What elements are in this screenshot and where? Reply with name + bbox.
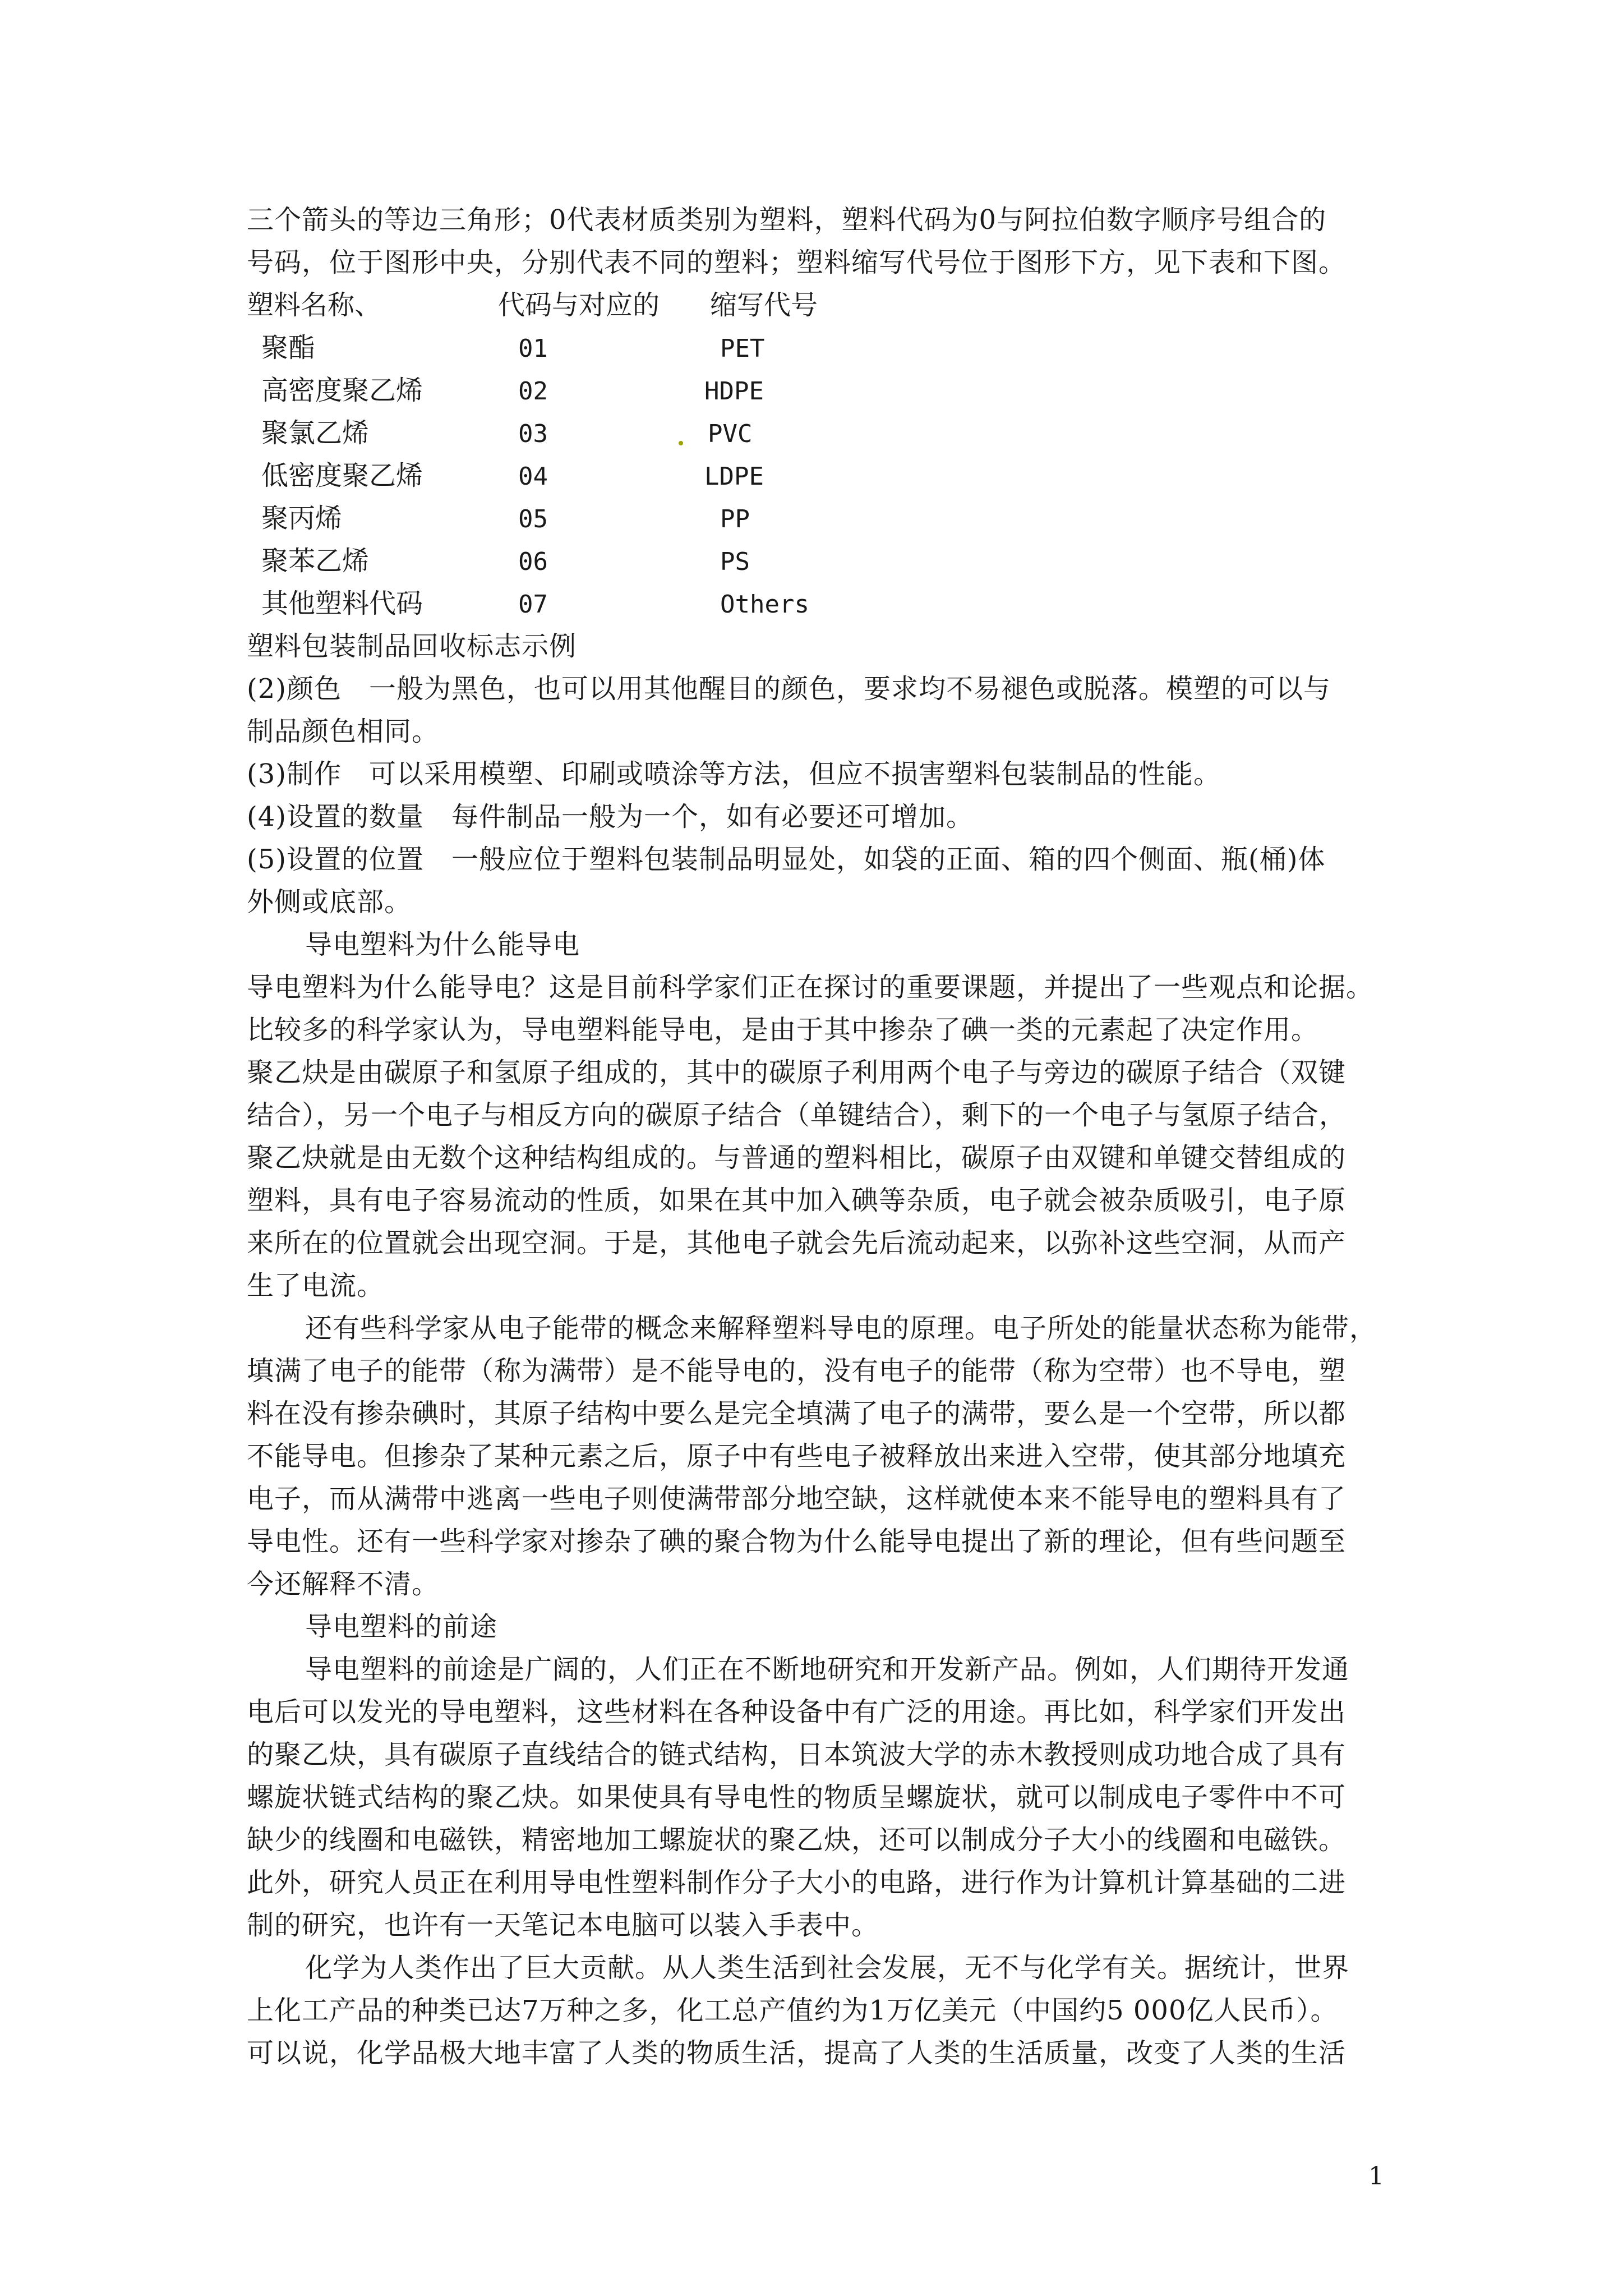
paragraph-line: 生了电流。: [247, 1270, 385, 1301]
table-row-code: 05: [518, 505, 548, 533]
table-row-name: 聚苯乙烯: [261, 545, 370, 577]
paragraph-line: 电子，而从满带中逃离一些电子则使满带部分地空缺，这样就使本来不能导电的塑料具有了: [247, 1483, 1347, 1515]
table-row-abbr: PVC: [708, 420, 753, 448]
paragraph-line: 导电塑料的前途是广阔的，人们正在不断地研究和开发新产品。例如，人们期待开发通: [305, 1654, 1350, 1685]
caption-line: 塑料包装制品回收标志示例: [247, 631, 577, 662]
paragraph-line: 此外，研究人员正在利用导电性塑料制作分子大小的电路，进行作为计算机计算基础的二进: [247, 1867, 1347, 1898]
paragraph-line: 比较多的科学家认为，导电塑料能导电，是由于其中掺杂了碘一类的元素起了决定作用。: [247, 1014, 1319, 1046]
table-row-code: 07: [518, 590, 548, 619]
paragraph-line: 来所在的位置就会出现空洞。于是，其他电子就会先后流动起来，以弥补这些空洞，从而产: [247, 1227, 1347, 1259]
table-row-abbr: LDPE: [704, 462, 764, 491]
table-header-name: 塑料名称、: [247, 289, 382, 321]
table-header-abbr: 缩写代号: [710, 289, 818, 321]
paragraph-line: 的聚乙炔，具有碳原子直线结合的链式结构，日本筑波大学的赤木教授则成功地合成了具有: [247, 1739, 1347, 1770]
paragraph-line: 导电塑料为什么能导电？这是目前科学家们正在探讨的重要课题，并提出了一些观点和论据。: [247, 972, 1374, 1003]
body-line: (5)设置的位置 一般应位于塑料包装制品明显处，如袋的正面、箱的四个侧面、瓶(桶)体: [247, 844, 1326, 875]
body-line: 制品颜色相同。: [247, 716, 440, 747]
table-header-code: 代码与对应的: [498, 289, 660, 321]
paragraph-line: 导电性。还有一些科学家对掺杂了碘的聚合物为什么能导电提出了新的理论，但有些问题至: [247, 1526, 1347, 1557]
page-number: 1: [1368, 2162, 1384, 2191]
table-row-abbr: Others: [720, 590, 809, 619]
table-row-name: 其他塑料代码: [261, 588, 423, 619]
body-line: (3)制作 可以采用模塑、印刷或喷涂等方法，但应不损害塑料包装制品的性能。: [247, 758, 1221, 790]
body-line: 外侧或底部。: [247, 886, 412, 918]
paragraph-line: 塑料，具有电子容易流动的性质，如果在其中加入碘等杂质，电子就会被杂质吸引，电子原: [247, 1185, 1347, 1216]
paragraph-line: 料在没有掺杂碘时，其原子结构中要么是完全填满了电子的满带，要么是一个空带，所以都: [247, 1398, 1347, 1429]
paragraph-line: 上化工产品的种类已达7万种之多，化工总产值约为1万亿美元（中国约5 000亿人民币）。: [247, 1995, 1338, 2026]
table-row-name: 低密度聚乙烯: [261, 460, 423, 491]
paragraph-line: 可以说，化学品极大地丰富了人类的物质生活，提高了人类的生活质量，改变了人类的生活: [247, 2037, 1347, 2069]
table-row-abbr: PP: [720, 505, 750, 533]
body-line: (2)颜色 一般为黑色，也可以用其他醒目的颜色，要求均不易褪色或脱落。模塑的可以与: [247, 673, 1331, 705]
table-row-code: 02: [518, 377, 548, 406]
paragraph-line: 电后可以发光的导电塑料，这些材料在各种设备中有广泛的用途。再比如，科学家们开发出: [247, 1696, 1347, 1728]
table-row-code: 04: [518, 462, 548, 491]
paragraph-line: 还有些科学家从电子能带的概念来解释塑料导电的原理。电子所处的能量状态称为能带，: [305, 1313, 1377, 1344]
paragraph-line: 聚乙炔是由碳原子和氢原子组成的，其中的碳原子利用两个电子与旁边的碳原子结合（双键: [247, 1057, 1347, 1088]
table-row-name: 高密度聚乙烯: [261, 375, 423, 406]
paragraph-line: 聚乙炔就是由无数个这种结构组成的。与普通的塑料相比，碳原子由双键和单键交替组成的: [247, 1142, 1347, 1174]
intro-line-1: 三个箭头的等边三角形；0代表材质类别为塑料，塑料代码为0与阿拉伯数字顺序号组合的: [247, 204, 1327, 236]
section-title: 导电塑料为什么能导电: [305, 929, 580, 960]
table-row-abbr: PS: [720, 547, 750, 576]
paragraph-line: 化学为人类作出了巨大贡献。从人类生活到社会发展，无不与化学有关。据统计，世界: [305, 1952, 1350, 1984]
paragraph-line: 今还解释不清。: [247, 1568, 440, 1600]
table-row-abbr: PET: [720, 334, 765, 363]
paragraph-line: 制的研究，也许有一天笔记本电脑可以装入手表中。: [247, 1910, 879, 1941]
table-row-name: 聚丙烯: [261, 503, 343, 534]
paragraph-line: 结合），另一个电子与相反方向的碳原子结合（单键结合），剩下的一个电子与氢原子结合，: [247, 1099, 1347, 1131]
paragraph-line: 不能导电。但掺杂了某种元素之后，原子中有些电子被释放出来进入空带，使其部分地填充: [247, 1441, 1347, 1472]
table-row-abbr: HDPE: [704, 377, 764, 406]
stray-dot: [679, 441, 683, 445]
table-row-name: 聚酯: [261, 332, 316, 364]
table-row-name: 聚氯乙烯: [261, 417, 370, 449]
intro-line-2: 号码，位于图形中央，分别代表不同的塑料；塑料缩写代号位于图形下方，见下表和下图。: [247, 247, 1347, 278]
body-line: (4)设置的数量 每件制品一般为一个，如有必要还可增加。: [247, 801, 974, 832]
paragraph-line: 填满了电子的能带（称为满带）是不能导电的，没有电子的能带（称为空带）也不导电，塑: [247, 1355, 1347, 1387]
table-row-code: 03: [518, 420, 548, 448]
paragraph-line: 缺少的线圈和电磁铁，精密地加工螺旋状的聚乙炔，还可以制成分子大小的线圈和电磁铁。: [247, 1824, 1347, 1856]
table-row-code: 01: [518, 334, 548, 363]
paragraph-line: 螺旋状链式结构的聚乙炔。如果使具有导电性的物质呈螺旋状，就可以制成电子零件中不可: [247, 1782, 1347, 1813]
section-title: 导电塑料的前途: [305, 1611, 498, 1642]
table-row-code: 06: [518, 547, 548, 576]
